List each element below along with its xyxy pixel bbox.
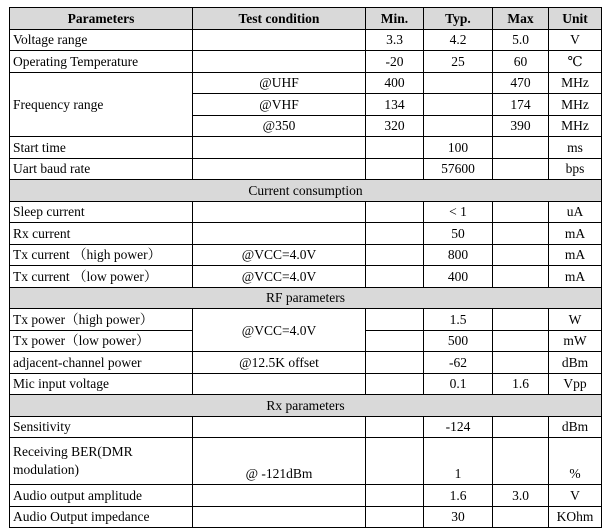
unit-value: MHz xyxy=(549,94,602,116)
typ-value xyxy=(424,115,493,137)
section-row xyxy=(10,287,602,309)
min-value xyxy=(366,416,424,438)
section-rf-parameters: RF parameters xyxy=(10,287,602,309)
header-max: Max xyxy=(493,8,549,30)
typ-value: 4.2 xyxy=(424,29,493,51)
min-value xyxy=(366,158,424,180)
table-row xyxy=(10,51,602,73)
max-value xyxy=(493,309,549,331)
unit-value: mA xyxy=(549,223,602,245)
typ-value: < 1 xyxy=(424,201,493,223)
min-value xyxy=(366,438,424,485)
table-row xyxy=(10,438,602,485)
min-value xyxy=(366,223,424,245)
param-name: Receiving BER(DMR modulation) xyxy=(10,438,193,485)
max-value xyxy=(493,416,549,438)
test-condition: @12.5K offset xyxy=(193,352,366,374)
test-condition: @VCC=4.0V xyxy=(193,266,366,288)
param-name: adjacent-channel power xyxy=(10,352,193,374)
section-current-consumption: Current consumption xyxy=(10,180,602,202)
param-name: Tx power（low power） xyxy=(10,330,193,352)
table-row xyxy=(10,29,602,51)
min-value xyxy=(366,352,424,374)
max-value: 3.0 xyxy=(493,485,549,507)
max-value: 5.0 xyxy=(493,29,549,51)
max-value xyxy=(493,266,549,288)
typ-value xyxy=(424,94,493,116)
test-condition: @VHF xyxy=(193,94,366,116)
typ-value: 1.6 xyxy=(424,485,493,507)
header-row xyxy=(10,8,602,30)
max-value: 60 xyxy=(493,51,549,73)
unit-value: uA xyxy=(549,201,602,223)
table-row xyxy=(10,223,602,245)
max-value xyxy=(493,158,549,180)
min-value: 3.3 xyxy=(366,29,424,51)
unit-value: % xyxy=(549,438,602,485)
min-value xyxy=(366,201,424,223)
test-condition: @350 xyxy=(193,115,366,137)
test-condition: @UHF xyxy=(193,72,366,94)
unit-value: W xyxy=(549,309,602,331)
param-name: Mic input voltage xyxy=(10,373,193,395)
param-name: Tx power（high power） xyxy=(10,309,193,331)
typ-value: 400 xyxy=(424,266,493,288)
unit-value: mA xyxy=(549,266,602,288)
header-min: Min. xyxy=(366,8,424,30)
unit-value: V xyxy=(549,485,602,507)
max-value xyxy=(493,223,549,245)
table-row xyxy=(10,72,602,94)
param-name: Frequency range xyxy=(10,72,193,137)
unit-value: mW xyxy=(549,330,602,352)
test-condition xyxy=(193,485,366,507)
table-row xyxy=(10,485,602,507)
max-value: 174 xyxy=(493,94,549,116)
test-condition xyxy=(193,223,366,245)
param-name: Sleep current xyxy=(10,201,193,223)
unit-value: MHz xyxy=(549,72,602,94)
typ-value: 30 xyxy=(424,506,493,528)
min-value: 134 xyxy=(366,94,424,116)
min-value xyxy=(366,330,424,352)
max-value xyxy=(493,201,549,223)
min-value: 320 xyxy=(366,115,424,137)
unit-value: dBm xyxy=(549,352,602,374)
max-value xyxy=(493,244,549,266)
table-row xyxy=(10,158,602,180)
section-rx-parameters: Rx parameters xyxy=(10,395,602,417)
unit-value: ms xyxy=(549,137,602,159)
table-row xyxy=(10,137,602,159)
table-row xyxy=(10,201,602,223)
min-value: -20 xyxy=(366,51,424,73)
table-row xyxy=(10,266,602,288)
unit-value: ℃ xyxy=(549,51,602,73)
test-condition: @ -121dBm xyxy=(193,438,366,485)
unit-value: Vpp xyxy=(549,373,602,395)
table-row xyxy=(10,244,602,266)
typ-value: 57600 xyxy=(424,158,493,180)
max-value xyxy=(493,352,549,374)
header-unit: Unit xyxy=(549,8,602,30)
unit-value: bps xyxy=(549,158,602,180)
test-condition xyxy=(193,158,366,180)
param-name: Voltage range xyxy=(10,29,193,51)
header-typ: Typ. xyxy=(424,8,493,30)
table-row xyxy=(10,416,602,438)
test-condition xyxy=(193,373,366,395)
section-row xyxy=(10,395,602,417)
min-value xyxy=(366,266,424,288)
test-condition: @VCC=4.0V xyxy=(193,244,366,266)
min-value xyxy=(366,309,424,331)
typ-value xyxy=(424,72,493,94)
unit-value: MHz xyxy=(549,115,602,137)
test-condition xyxy=(193,416,366,438)
max-value xyxy=(493,330,549,352)
min-value xyxy=(366,137,424,159)
test-condition xyxy=(193,29,366,51)
section-row xyxy=(10,180,602,202)
min-value xyxy=(366,244,424,266)
typ-value: -124 xyxy=(424,416,493,438)
test-condition: @VCC=4.0V xyxy=(193,309,366,352)
param-name: Tx current （high power） xyxy=(10,244,193,266)
min-value xyxy=(366,485,424,507)
table-row xyxy=(10,309,602,331)
typ-value: 50 xyxy=(424,223,493,245)
max-value xyxy=(493,137,549,159)
table-row xyxy=(10,373,602,395)
spec-table xyxy=(9,7,602,528)
test-condition xyxy=(193,506,366,528)
param-name: Start time xyxy=(10,137,193,159)
typ-value: 500 xyxy=(424,330,493,352)
param-name: Operating Temperature xyxy=(10,51,193,73)
max-value: 470 xyxy=(493,72,549,94)
table-row xyxy=(10,506,602,528)
table-row xyxy=(10,352,602,374)
max-value xyxy=(493,506,549,528)
param-name: Uart baud rate xyxy=(10,158,193,180)
typ-value: 1 xyxy=(424,438,493,485)
typ-value: 25 xyxy=(424,51,493,73)
param-name: Sensitivity xyxy=(10,416,193,438)
typ-value: 0.1 xyxy=(424,373,493,395)
test-condition xyxy=(193,201,366,223)
unit-value: KOhm xyxy=(549,506,602,528)
typ-value: 800 xyxy=(424,244,493,266)
param-name: Rx current xyxy=(10,223,193,245)
min-value xyxy=(366,506,424,528)
unit-value: dBm xyxy=(549,416,602,438)
max-value: 1.6 xyxy=(493,373,549,395)
test-condition xyxy=(193,51,366,73)
max-value xyxy=(493,438,549,485)
max-value: 390 xyxy=(493,115,549,137)
header-test-condition: Test condition xyxy=(193,8,366,30)
min-value: 400 xyxy=(366,72,424,94)
typ-value: -62 xyxy=(424,352,493,374)
header-parameters: Parameters xyxy=(10,8,193,30)
test-condition xyxy=(193,137,366,159)
unit-value: V xyxy=(549,29,602,51)
param-name: Audio Output impedance xyxy=(10,506,193,528)
typ-value: 1.5 xyxy=(424,309,493,331)
param-name: Audio output amplitude xyxy=(10,485,193,507)
typ-value: 100 xyxy=(424,137,493,159)
param-name: Tx current （low power） xyxy=(10,266,193,288)
unit-value: mA xyxy=(549,244,602,266)
min-value xyxy=(366,373,424,395)
